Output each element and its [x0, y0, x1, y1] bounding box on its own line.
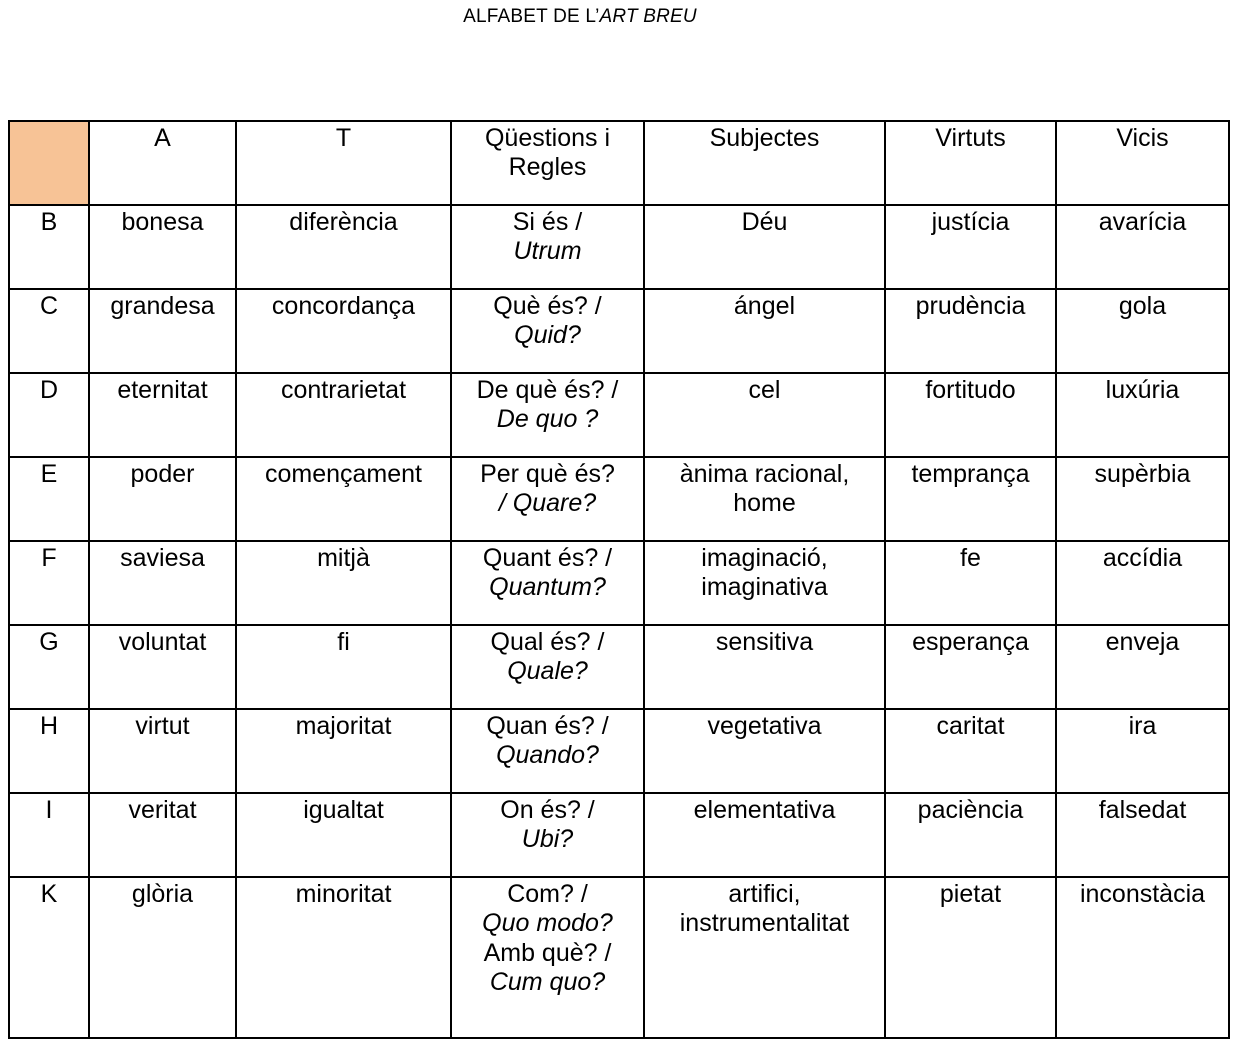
- table-row: [9, 793, 1229, 877]
- header-cell-vicis: Vicis: [1056, 121, 1229, 205]
- cell-t: diferència: [236, 205, 451, 289]
- row-letter-cell: I: [9, 793, 89, 877]
- header-cell-subjectes: Subjectes: [644, 121, 885, 205]
- page-title-italic: ART BREU: [599, 6, 697, 27]
- cell-vicis: luxúria: [1056, 373, 1229, 457]
- cell-a: bonesa: [89, 205, 236, 289]
- cell-virtuts: justícia: [885, 205, 1056, 289]
- cell-subjectes: sensitiva: [644, 625, 885, 709]
- cell-virtuts: esperança: [885, 625, 1056, 709]
- alfabet-table: [8, 120, 1230, 1039]
- cell-subjectes: imaginació, imaginativa: [644, 541, 885, 625]
- question-catalan: Qual és? /: [490, 628, 605, 656]
- question-latin: Utrum: [513, 237, 582, 266]
- cell-vicis: ira: [1056, 709, 1229, 793]
- row-letter-cell: E: [9, 457, 89, 541]
- header-cell-virtuts: Virtuts: [885, 121, 1056, 205]
- row-letter-cell: K: [9, 877, 89, 1038]
- question-latin: Quale?: [507, 657, 588, 686]
- cell-questions: [451, 373, 644, 457]
- cell-t: començament: [236, 457, 451, 541]
- question-catalan: Si és /: [512, 208, 583, 236]
- cell-virtuts: fe: [885, 541, 1056, 625]
- cell-a: poder: [89, 457, 236, 541]
- cell-a: voluntat: [89, 625, 236, 709]
- question-catalan: Quan és? /: [486, 712, 609, 740]
- row-letter-cell: B: [9, 205, 89, 289]
- cell-subjectes: ànima racional, home: [644, 457, 885, 541]
- table-row: [9, 457, 1229, 541]
- question-catalan: Per què és?: [480, 460, 615, 488]
- cell-questions: [451, 877, 644, 1038]
- question-latin: Quantum?: [489, 573, 606, 602]
- row-letter-cell: G: [9, 625, 89, 709]
- table-header-row: [9, 121, 1229, 205]
- cell-questions: [451, 289, 644, 373]
- question-latin: / Quare?: [498, 489, 597, 518]
- cell-a: virtut: [89, 709, 236, 793]
- cell-subjectes: Déu: [644, 205, 885, 289]
- question-catalan: Què és? /: [493, 292, 602, 320]
- header-cell-t: T: [236, 121, 451, 205]
- header-cell-a: A: [89, 121, 236, 205]
- table-row: [9, 373, 1229, 457]
- question-catalan: De què és? /: [476, 376, 619, 404]
- cell-t: mitjà: [236, 541, 451, 625]
- cell-t: concordança: [236, 289, 451, 373]
- row-letter-cell: C: [9, 289, 89, 373]
- cell-vicis: accídia: [1056, 541, 1229, 625]
- table-row: [9, 877, 1229, 1038]
- cell-virtuts: fortitudo: [885, 373, 1056, 457]
- cell-virtuts: caritat: [885, 709, 1056, 793]
- row-letter-cell: H: [9, 709, 89, 793]
- table-header: [9, 121, 1229, 205]
- cell-vicis: supèrbia: [1056, 457, 1229, 541]
- table-row: [9, 709, 1229, 793]
- cell-questions: [451, 205, 644, 289]
- cell-a: grandesa: [89, 289, 236, 373]
- table-container: [8, 120, 1228, 1039]
- cell-a: glòria: [89, 877, 236, 1038]
- table-row: [9, 541, 1229, 625]
- question-catalan: Quant és? /: [482, 544, 613, 572]
- question-catalan: Com? /: [507, 880, 588, 908]
- header-cell-corner: [9, 121, 89, 205]
- cell-vicis: inconstàcia: [1056, 877, 1229, 1038]
- cell-a: eternitat: [89, 373, 236, 457]
- cell-subjectes: artifici, instrumentalitat: [644, 877, 885, 1038]
- question-latin: Quando?: [496, 741, 599, 770]
- cell-t: majoritat: [236, 709, 451, 793]
- question-catalan: Amb què? /: [483, 938, 612, 967]
- table-row: [9, 289, 1229, 373]
- title-bar: [0, 0, 1236, 112]
- cell-vicis: falsedat: [1056, 793, 1229, 877]
- row-letter-cell: F: [9, 541, 89, 625]
- question-latin: Cum quo?: [489, 967, 606, 996]
- cell-t: minoritat: [236, 877, 451, 1038]
- question-latin: Quid?: [514, 321, 581, 350]
- cell-virtuts: paciència: [885, 793, 1056, 877]
- cell-subjectes: cel: [644, 373, 885, 457]
- cell-subjectes: vegetativa: [644, 709, 885, 793]
- page-title: [463, 6, 697, 28]
- row-letter-cell: D: [9, 373, 89, 457]
- cell-t: igualtat: [236, 793, 451, 877]
- cell-questions: [451, 709, 644, 793]
- cell-virtuts: prudència: [885, 289, 1056, 373]
- table-row: [9, 625, 1229, 709]
- cell-vicis: gola: [1056, 289, 1229, 373]
- cell-questions: [451, 793, 644, 877]
- table-row: [9, 205, 1229, 289]
- question-catalan: On és? /: [500, 796, 595, 824]
- question-latin: Ubi?: [521, 825, 574, 854]
- table-body: [9, 205, 1229, 1038]
- question-latin: De quo ?: [496, 405, 599, 434]
- cell-vicis: avarícia: [1056, 205, 1229, 289]
- cell-virtuts: temprança: [885, 457, 1056, 541]
- cell-a: saviesa: [89, 541, 236, 625]
- cell-questions: [451, 625, 644, 709]
- header-cell-questions: Qüestions i Regles: [451, 121, 644, 205]
- cell-t: fi: [236, 625, 451, 709]
- cell-virtuts: pietat: [885, 877, 1056, 1038]
- cell-a: veritat: [89, 793, 236, 877]
- question-latin: Quo modo?: [482, 909, 613, 938]
- cell-subjectes: elementativa: [644, 793, 885, 877]
- cell-vicis: enveja: [1056, 625, 1229, 709]
- cell-subjectes: ángel: [644, 289, 885, 373]
- cell-t: contrarietat: [236, 373, 451, 457]
- cell-questions: [451, 457, 644, 541]
- cell-questions: [451, 541, 644, 625]
- page-title-prefix: ALFABET DE L’: [463, 6, 600, 27]
